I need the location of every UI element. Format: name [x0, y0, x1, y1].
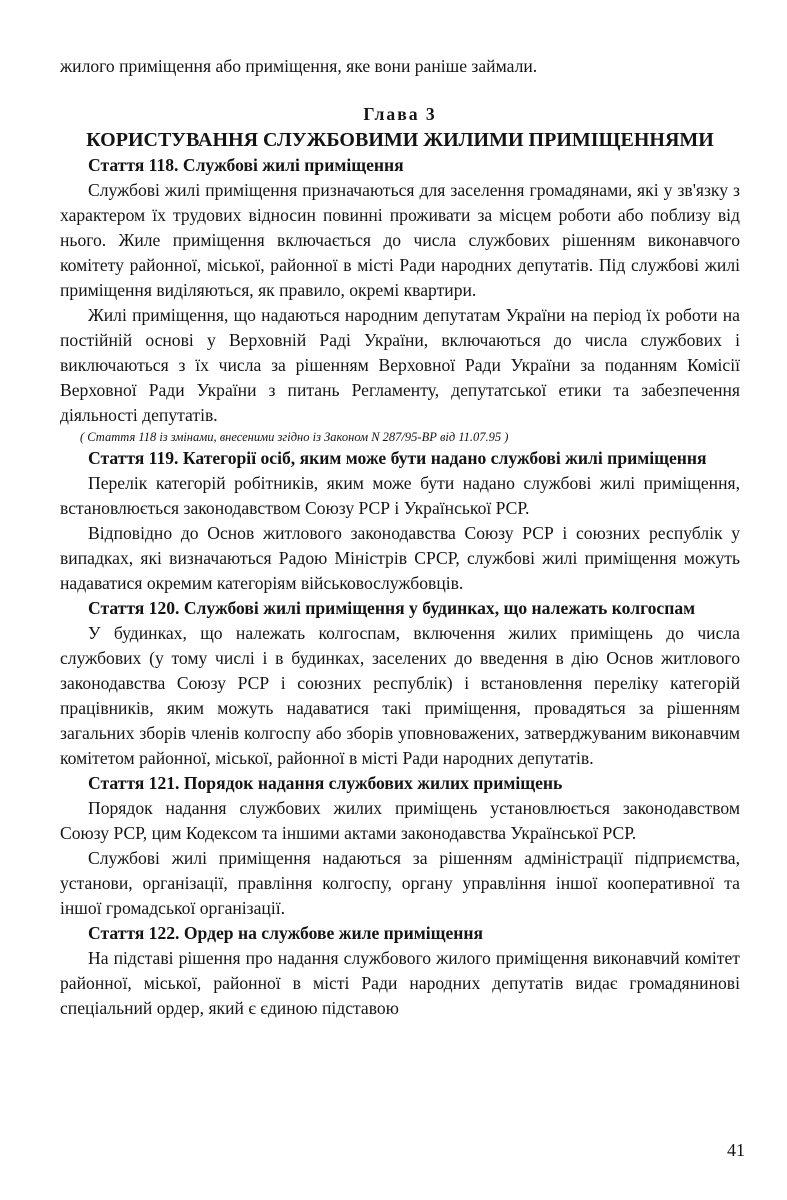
article-118-amendment-note: ( Стаття 118 із змінами, внесеними згідно із Законом N 287/95-ВР від 11.07.95 ) — [80, 430, 509, 444]
article-121-paragraph-1: Порядок надання службових жилих приміщень установлюється законодавством Союзу РСР, цим Кодексом та іншими актами законодавства Української РСР. — [60, 798, 740, 843]
article-121-paragraph-2: Службові жилі приміщення надаються за рішенням адміністрації підприємства, установи, організації, правління колгоспу, органу управління іншої кооперативної та іншої громадської організації. — [60, 848, 740, 918]
page-number: 41 — [727, 1140, 745, 1160]
article-122-heading: Стаття 122. Ордер на службове жиле приміщення — [88, 923, 484, 943]
article-119-paragraph-2: Відповідно до Основ житлового законодавства Союзу РСР і союзних республік у випадках, які визначаються Радою Міністрів СРСР, службові жилі приміщення можуть надаватися окремим категоріям військовослужбовців. — [60, 523, 740, 593]
chapter-number: Глава 3 — [363, 104, 437, 124]
article-120-heading: Стаття 120. Службові жилі приміщення у будинках, що належать колгоспам — [88, 598, 696, 618]
article-122-paragraph-1: На підставі рішення про надання службового жилого приміщення виконавчий комітет районної, міської, районної в місті Ради народних депутатів видає громадянинові спеціальний ордер, який є єдиною підставою — [60, 948, 740, 1018]
article-119-heading: Стаття 119. Категорії осіб, яким може бути надано службові жилі приміщення — [88, 448, 707, 468]
article-120-paragraph-1: У будинках, що належать колгоспам, включення жилих приміщень до числа службових (у тому числі і в будинках, заселених до введення в дію Основ житлового законодавства Союзу РСР і союзних республік) і встановлення переліку категорій працівників, яким можуть надаватися такі приміщення, провадяться за рішенням загальних зборів членів колгоспу або зборів уповноважених, затверджуваним виконавчим комітетом районної, міської, районної в місті Ради народних депутатів. — [60, 623, 740, 768]
article-118-paragraph-2: Жилі приміщення, що надаються народним депутатам України на період їх роботи на постійній основі у Верховній Раді України, включаються до числа службових і виключаються з їх числа за рішенням Верховної Ради України за поданням Комісії Верховної Ради України з питань Регламенту, депутатської етики та забезпечення діяльності депутатів. — [60, 305, 740, 425]
article-118-heading: Стаття 118. Службові жилі приміщення — [88, 155, 404, 175]
article-119-paragraph-1: Перелік категорій робітників, яким може бути надано службові жилі приміщення, встановлюється законодавством Союзу РСР і Української РСР. — [60, 473, 740, 518]
article-118-paragraph-1: Службові жилі приміщення призначаються для заселення громадянами, які у зв'язку з характером їх трудових відносин повинні проживати за місцем роботи або поблизу від нього. Жиле приміщення включається до числа службових рішенням виконавчого комітету районної, міської, районної в місті Ради народних депутатів. Під службові жилі приміщення виділяються, як правило, окремі квартири. — [60, 180, 740, 300]
chapter-title: КОРИСТУВАННЯ СЛУЖБОВИМИ ЖИЛИМИ ПРИМІЩЕННЯМИ — [86, 129, 714, 151]
page-text — [60, 54, 740, 1021]
article-121-heading: Стаття 121. Порядок надання службових жилих приміщень — [88, 773, 563, 793]
intro-line: жилого приміщення або приміщення, яке вони раніше займали. — [60, 56, 538, 76]
